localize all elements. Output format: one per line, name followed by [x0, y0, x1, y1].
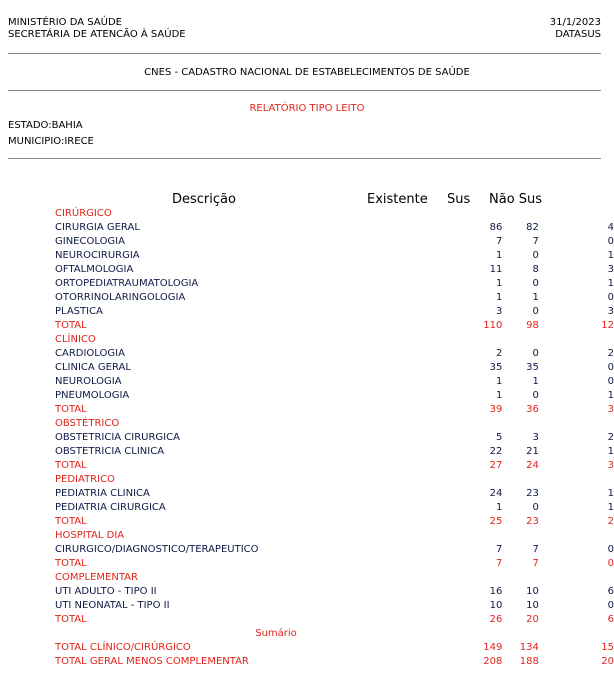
- row-sus: 7: [532, 558, 539, 569]
- row-nao-sus: 12: [601, 320, 614, 331]
- estado-label: ESTADO:BAHIA: [8, 120, 83, 131]
- group-header-row: [55, 571, 614, 585]
- row-nao-sus: 1: [607, 390, 614, 401]
- row-existente: 5: [495, 432, 503, 443]
- row-nao-sus: 0: [607, 376, 614, 387]
- table-row: [55, 347, 614, 361]
- table-row: [55, 361, 614, 375]
- row-existente: 7: [495, 558, 503, 569]
- total-row: [55, 655, 614, 669]
- row-description: PEDIATRIA CLINICA: [55, 488, 150, 499]
- row-description: Sumário: [255, 628, 297, 639]
- row-sus: 0: [532, 390, 539, 401]
- row-nao-sus: 2: [607, 348, 614, 359]
- row-sus: 24: [526, 460, 539, 471]
- table-row: [55, 277, 614, 291]
- row-nao-sus: 1: [607, 502, 614, 513]
- group-header-row: [55, 417, 614, 431]
- row-existente: [427, 473, 502, 487]
- group-header-row: [55, 333, 614, 347]
- row-description: OBSTÉTRICO: [55, 418, 120, 429]
- header-left: [8, 17, 186, 41]
- row-sus: 36: [526, 404, 539, 415]
- total-row: [55, 403, 614, 417]
- row-sus: 23: [526, 488, 539, 499]
- row-sus: 10: [526, 586, 539, 597]
- row-description: HOSPITAL DIA: [55, 530, 125, 541]
- table-row: [55, 585, 614, 599]
- row-existente: 24: [489, 488, 503, 499]
- row-sus: 23: [526, 516, 539, 527]
- row-description: UTI NEONATAL - TIPO II: [55, 600, 170, 611]
- table-row: [55, 445, 614, 459]
- row-existente: 110: [483, 320, 503, 331]
- table-row: [55, 235, 614, 249]
- row-existente: 1: [495, 250, 503, 261]
- row-existente: 1: [495, 292, 503, 303]
- row-description: TOTAL: [55, 614, 87, 625]
- row-nao-sus: 2: [607, 432, 614, 443]
- row-nao-sus: 3: [607, 306, 614, 317]
- table-row: [55, 543, 614, 557]
- row-sus: 134: [519, 642, 539, 653]
- table-row: [55, 487, 614, 501]
- row-existente: [427, 571, 502, 585]
- table-row: [55, 389, 614, 403]
- divider: [8, 53, 601, 54]
- table-row: [55, 263, 614, 277]
- table-row: [55, 431, 614, 445]
- table-row: [55, 291, 614, 305]
- row-sus: [502, 473, 538, 487]
- total-row: [55, 515, 614, 529]
- row-description: TOTAL CLÍNICO/CIRÚRGICO: [55, 642, 191, 653]
- header-right: [550, 17, 601, 41]
- divider: [8, 158, 601, 159]
- row-nao-sus: [539, 529, 614, 543]
- row-existente: 1: [495, 502, 503, 513]
- municipio-label: MUNICIPIO:IRECE: [8, 136, 94, 147]
- row-nao-sus: [539, 627, 614, 641]
- row-sus: [502, 207, 538, 221]
- row-sus: 0: [532, 250, 539, 261]
- row-nao-sus: [539, 473, 614, 487]
- row-sus: 0: [532, 348, 539, 359]
- row-sus: 10: [526, 600, 539, 611]
- row-nao-sus: 4: [607, 222, 614, 233]
- col-header-existente: Existente: [367, 192, 428, 207]
- row-description: ORTOPEDIATRAUMATOLOGIA: [55, 278, 199, 289]
- row-existente: 1: [495, 376, 503, 387]
- total-row: [55, 319, 614, 333]
- row-description: OBSTETRICIA CIRURGICA: [55, 432, 180, 443]
- row-existente: 2: [495, 348, 503, 359]
- row-nao-sus: 0: [607, 362, 614, 373]
- group-header-row: [55, 207, 614, 221]
- row-description: PEDIATRIA CIRURGICA: [55, 502, 166, 513]
- row-description: COMPLEMENTAR: [55, 572, 138, 583]
- row-sus: 35: [526, 362, 539, 373]
- row-nao-sus: 1: [607, 278, 614, 289]
- row-nao-sus: 0: [607, 236, 614, 247]
- row-existente: 208: [483, 656, 503, 667]
- row-nao-sus: 0: [607, 558, 614, 569]
- row-existente: 27: [489, 460, 503, 471]
- row-existente: 149: [483, 642, 503, 653]
- summary-heading-row: [55, 627, 614, 641]
- row-existente: 11: [489, 264, 503, 275]
- row-nao-sus: 20: [601, 656, 614, 667]
- table-row: [55, 501, 614, 515]
- row-existente: 22: [489, 446, 503, 457]
- table-row: [55, 249, 614, 263]
- row-sus: 0: [532, 502, 539, 513]
- row-nao-sus: 1: [607, 488, 614, 499]
- row-existente: [427, 529, 502, 543]
- row-sus: 188: [519, 656, 539, 667]
- row-existente: 16: [489, 586, 503, 597]
- total-row: [55, 641, 614, 655]
- row-description: GINECOLOGIA: [55, 236, 125, 247]
- col-header-descricao: Descrição: [172, 192, 236, 207]
- row-existente: 1: [495, 278, 503, 289]
- row-description: CIRÚRGICO: [55, 208, 112, 219]
- row-sus: [502, 333, 538, 347]
- row-sus: [502, 529, 538, 543]
- row-existente: 10: [489, 600, 503, 611]
- row-sus: [502, 417, 538, 431]
- row-description: CLÍNICO: [55, 334, 96, 345]
- row-sus: 1: [532, 376, 539, 387]
- row-description: OFTALMOLOGIA: [55, 264, 134, 275]
- table-row: [55, 305, 614, 319]
- row-nao-sus: [539, 417, 614, 431]
- row-sus: 20: [526, 614, 539, 625]
- row-nao-sus: 15: [601, 642, 614, 653]
- row-nao-sus: 3: [607, 404, 614, 415]
- col-header-sus: Sus: [447, 192, 471, 207]
- report-title: RELATÓRIO TIPO LEITO: [249, 103, 365, 114]
- row-nao-sus: 6: [607, 586, 614, 597]
- row-description: NEUROLOGIA: [55, 376, 122, 387]
- row-nao-sus: 1: [607, 250, 614, 261]
- secretariat-name: SECRETÁRIA DE ATENCÃO À SAÚDE: [8, 29, 186, 40]
- row-description: TOTAL: [55, 460, 87, 471]
- row-existente: 26: [489, 614, 503, 625]
- total-row: [55, 459, 614, 473]
- row-nao-sus: 3: [607, 460, 614, 471]
- row-description: TOTAL: [55, 404, 87, 415]
- row-existente: 7: [495, 544, 503, 555]
- row-nao-sus: [539, 333, 614, 347]
- row-sus: 98: [526, 320, 539, 331]
- row-sus: 0: [532, 278, 539, 289]
- row-description: TOTAL: [55, 516, 87, 527]
- row-sus: [502, 571, 538, 585]
- row-description: PLASTICA: [55, 306, 103, 317]
- row-description: OTORRINOLARINGOLOGIA: [55, 292, 186, 303]
- beds-table: [55, 207, 614, 669]
- col-header-nao-sus: Não Sus: [489, 192, 543, 207]
- row-existente: 7: [495, 236, 503, 247]
- row-description: CIRURGIA GERAL: [55, 222, 140, 233]
- row-description: TOTAL: [55, 558, 87, 569]
- row-description: CIRURGICO/DIAGNOSTICO/TERAPEUTICO: [55, 544, 259, 555]
- table-row: [55, 221, 614, 235]
- row-nao-sus: [539, 207, 614, 221]
- row-sus: 82: [526, 222, 539, 233]
- row-description: UTI ADULTO - TIPO II: [55, 586, 157, 597]
- row-nao-sus: 0: [607, 600, 614, 611]
- row-nao-sus: 6: [607, 614, 614, 625]
- row-nao-sus: 0: [607, 292, 614, 303]
- report-date: 31/1/2023: [549, 17, 601, 28]
- row-description: NEUROCIRURGIA: [55, 250, 140, 261]
- row-nao-sus: 1: [607, 446, 614, 457]
- row-description: TOTAL: [55, 320, 87, 331]
- row-existente: [427, 207, 502, 221]
- group-header-row: [55, 473, 614, 487]
- total-row: [55, 613, 614, 627]
- row-description: PEDIATRICO: [55, 474, 115, 485]
- row-description: TOTAL GERAL MENOS COMPLEMENTAR: [55, 656, 249, 667]
- table-row: [55, 375, 614, 389]
- row-existente: 1: [495, 390, 503, 401]
- row-existente: 86: [489, 222, 503, 233]
- row-existente: 25: [489, 516, 503, 527]
- row-existente: 3: [495, 306, 503, 317]
- system-name: DATASUS: [555, 29, 601, 40]
- divider: [8, 90, 601, 91]
- row-sus: 3: [532, 432, 539, 443]
- row-description: OBSTETRICIA CLINICA: [55, 446, 165, 457]
- row-nao-sus: 2: [607, 516, 614, 527]
- total-row: [55, 557, 614, 571]
- table-row: [55, 599, 614, 613]
- document-title: CNES - CADASTRO NACIONAL DE ESTABELECIMENTOS DE SAÚDE: [144, 67, 470, 78]
- ministry-name: MINISTÉRIO DA SAÚDE: [8, 17, 122, 28]
- row-sus: [502, 627, 538, 641]
- row-sus: 21: [526, 446, 539, 457]
- row-existente: 35: [489, 362, 503, 373]
- row-existente: [427, 333, 502, 347]
- row-existente: [427, 417, 502, 431]
- row-nao-sus: [539, 571, 614, 585]
- row-description: PNEUMOLOGIA: [55, 390, 130, 401]
- row-sus: 8: [532, 264, 539, 275]
- row-sus: 7: [532, 544, 539, 555]
- group-header-row: [55, 529, 614, 543]
- row-nao-sus: 3: [607, 264, 614, 275]
- row-sus: 7: [532, 236, 539, 247]
- row-sus: 0: [532, 306, 539, 317]
- row-existente: [427, 627, 502, 641]
- row-description: CARDIOLOGIA: [55, 348, 125, 359]
- row-existente: 39: [489, 404, 503, 415]
- row-description: CLINICA GERAL: [55, 362, 131, 373]
- row-sus: 1: [532, 292, 539, 303]
- row-nao-sus: 0: [607, 544, 614, 555]
